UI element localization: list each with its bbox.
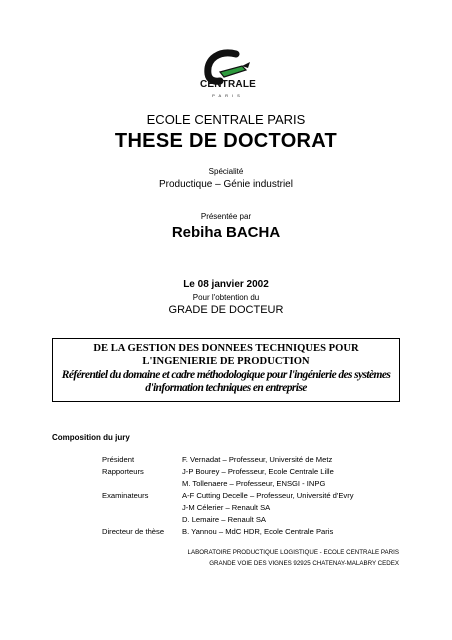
- thesis-main-title: DE LA GESTION DES DONNEES TECHNIQUES POUR L'INGENIERIE DE PRODUCTION: [93, 343, 359, 367]
- laboratory-street: GRANDE VOIE DES VIGNES 92925 CHATENAY-MALABRY CEDEX: [209, 560, 399, 567]
- jury-role: Examinateurs: [102, 491, 149, 500]
- logo-wordmark: CENTRALE: [199, 79, 257, 90]
- jury-member: F. Vernadat – Professeur, Université de Metz: [182, 455, 333, 464]
- jury-role: Président: [102, 455, 135, 464]
- thesis-title-box: [52, 338, 400, 402]
- jury-member: J-P Bourey – Professeur, Ecole Centrale Lille: [182, 467, 334, 476]
- jury-member: M. Tollenaere – Professeur, ENSGI - INPG: [182, 479, 326, 488]
- defense-date: Le 08 janvier 2002: [183, 279, 269, 290]
- jury-role: Rapporteurs: [102, 467, 144, 476]
- jury-member: A-F Cutting Decelle – Professeur, Université d'Evry: [182, 491, 354, 500]
- document-title: THESE DE DOCTORAT: [114, 130, 338, 152]
- specialty-value: Productique – Génie industriel: [159, 179, 293, 190]
- specialty-label: Spécialité: [208, 167, 244, 176]
- jury-heading: Composition du jury: [52, 433, 130, 442]
- obtention-label: Pour l'obtention du: [192, 293, 260, 302]
- presented-by-label: Présentée par: [200, 212, 252, 221]
- author-name: Rebiha BACHA: [171, 224, 281, 241]
- jury-member: D. Lemaire – Renault SA: [182, 515, 266, 524]
- school-name: ECOLE CENTRALE PARIS: [146, 112, 306, 127]
- laboratory-name: LABORATOIRE PRODUCTIQUE LOGISTIQUE - ECOLE CENTRALE PARIS: [187, 549, 399, 556]
- jury-role: Directeur de thèse: [102, 527, 165, 536]
- jury-member: B. Yannou – MdC HDR, Ecole Centrale Paris: [182, 527, 334, 536]
- laboratory-address: [0, 547, 399, 569]
- jury-member: J-M Célerier – Renault SA: [182, 503, 271, 512]
- logo-subtitle: PARIS: [212, 93, 244, 98]
- thesis-subtitle: Référentiel du domaine et cadre méthodologique pour l'ingénierie des systèmes d'information techniques en entreprise: [61, 369, 391, 394]
- degree-grade: GRADE DE DOCTEUR: [168, 304, 284, 316]
